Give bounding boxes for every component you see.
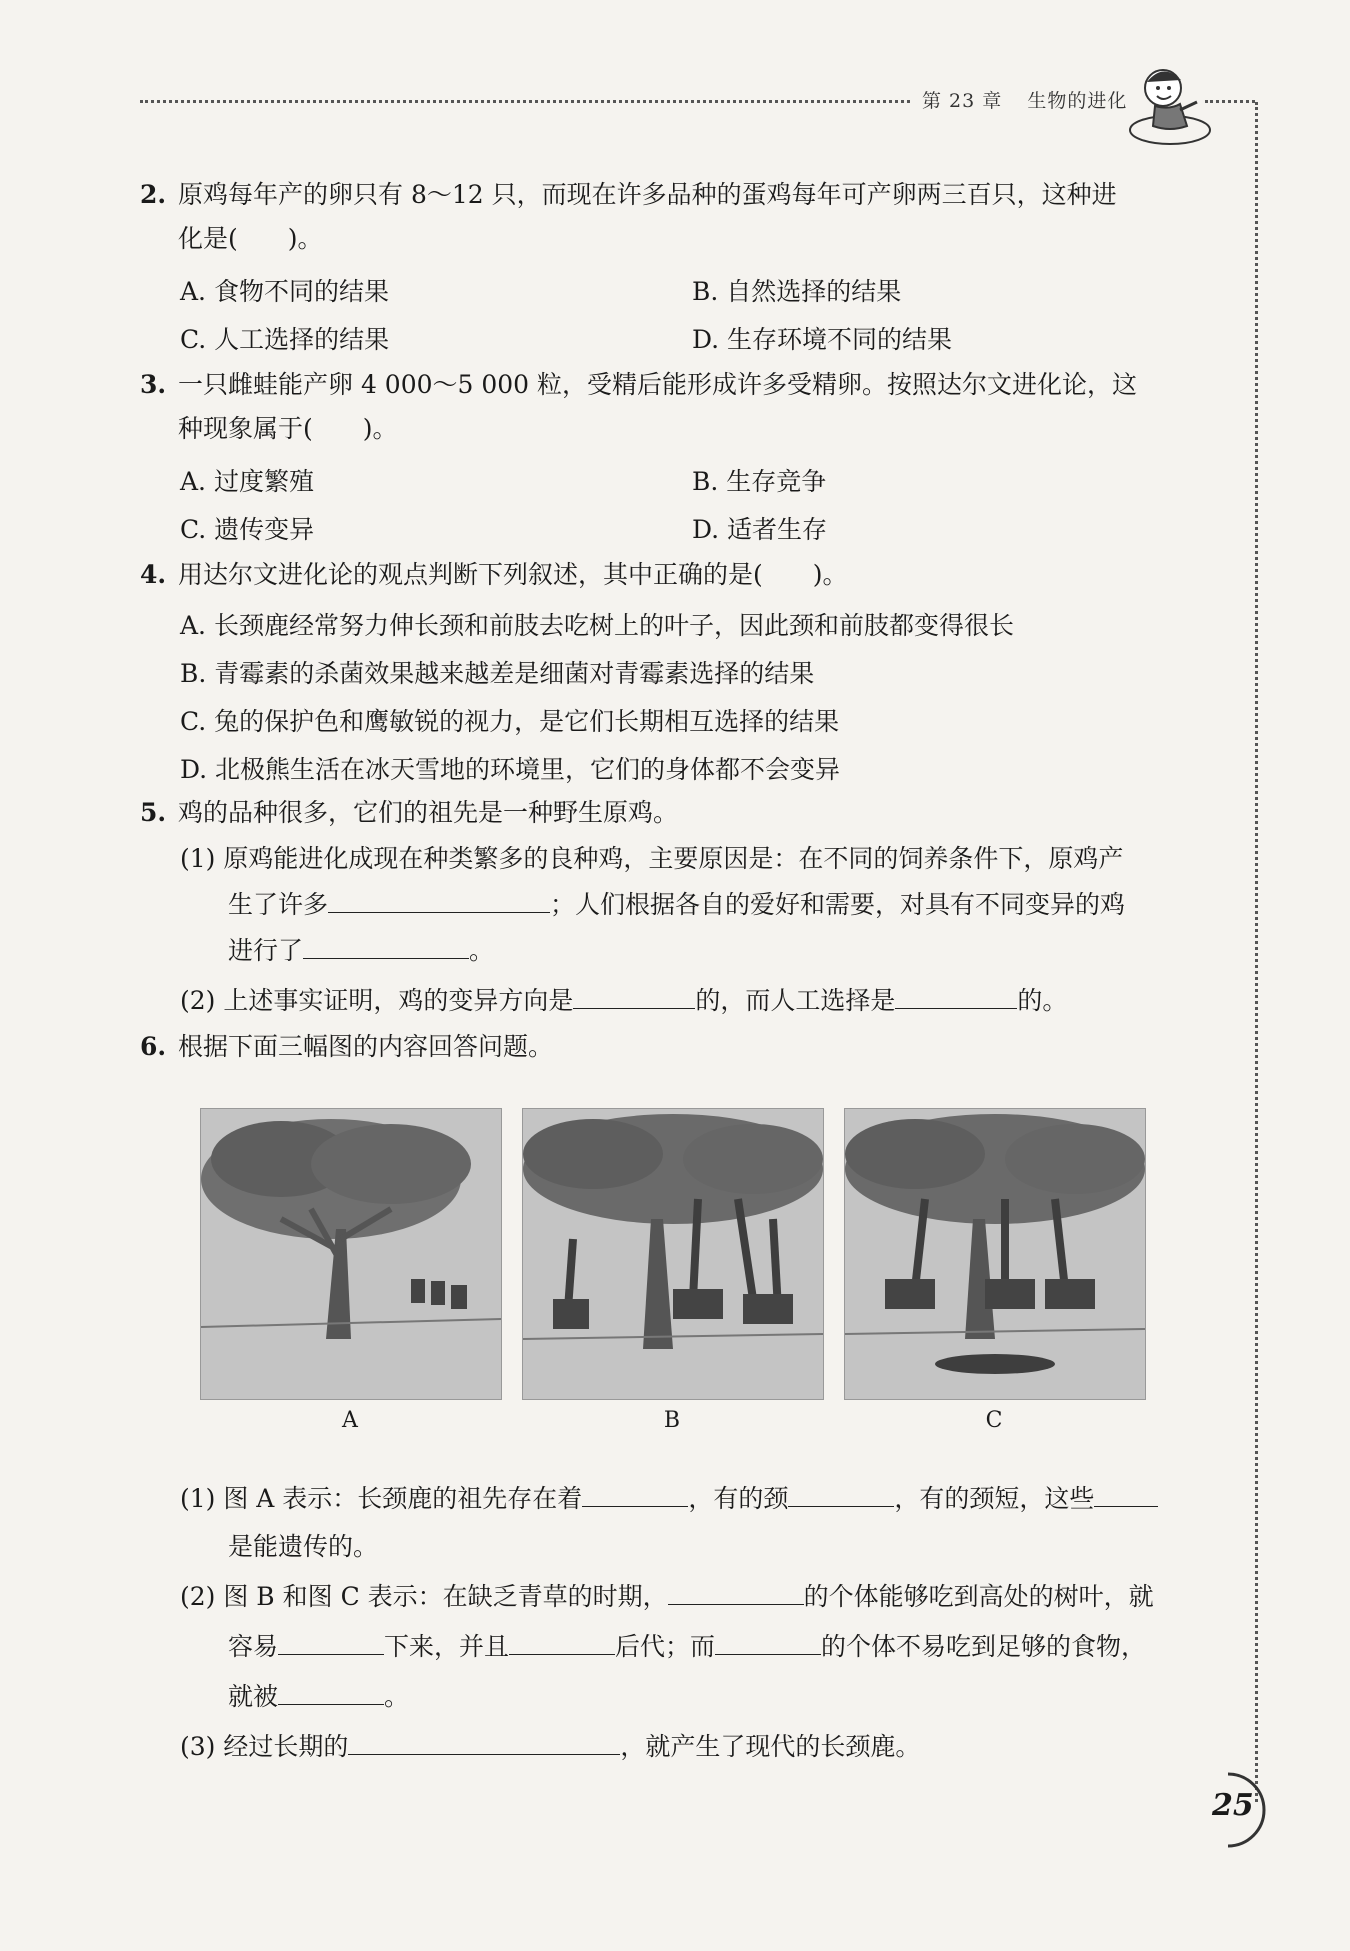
text: 生了许多 [228,890,329,919]
giraffe-figures [200,1108,1135,1433]
question-number: 3. [140,370,167,399]
option-d: D. 北极熊生活在冰天雪地的环境里，它们的身体都不会变异 [180,755,841,784]
question-4 [140,552,848,598]
tree-giraffe-illustration-icon [201,1109,501,1399]
question-text: 用达尔文进化论的观点判断下列叙述，其中正确的是( )。 [178,560,848,589]
question-text: 原鸡每年产的卵只有 8～12 只，而现在许多品种的蛋鸡每年可产卵两三百只，这种进 [178,180,1117,209]
text: 。 [469,936,495,965]
q6-sub2-line1 [180,1574,1154,1620]
question-text: 根据下面三幅图的内容回答问题。 [178,1032,554,1061]
option-a: A. 食物不同的结果 [180,277,389,306]
answer-blank[interactable] [278,1676,384,1705]
tree-giraffe-illustration-icon [523,1109,823,1399]
text: 进行了 [228,936,304,965]
option-b: B. 自然选择的结果 [692,277,902,306]
tree-giraffe-illustration-icon [845,1109,1145,1399]
option-d: D. 适者生存 [692,515,828,544]
answer-blank[interactable] [895,980,1017,1009]
option-c: C. 兔的保护色和鹰敏锐的视力，是它们长期相互选择的结果 [180,707,840,736]
question-2-line2: 化是( )。 [178,224,323,253]
page-number: 25 [1212,1788,1254,1823]
text: 的个体能够吃到高处的树叶，就 [803,1582,1154,1611]
answer-blank[interactable] [668,1576,804,1605]
question-5 [140,790,678,836]
answer-blank[interactable] [582,1478,688,1507]
q6-sub2-line2 [228,1624,1146,1670]
figure-label-c: C [985,1408,1003,1433]
option-c: C. 遗传变异 [180,515,315,544]
answer-blank[interactable] [348,1726,620,1755]
page-number-badge [1198,1770,1278,1850]
answer-blank[interactable] [573,980,695,1009]
figure-c [844,1108,1146,1400]
option-a: A. 过度繁殖 [180,467,314,496]
question-number: 6. [140,1032,167,1061]
text: ，有的颈短，这些 [894,1484,1095,1513]
option-b: B. 青霉素的杀菌效果越来越差是细菌对青霉素选择的结果 [180,659,815,688]
answer-blank[interactable] [1094,1478,1158,1507]
question-number: 5. [140,798,167,827]
text: ，有的颈 [688,1484,789,1513]
text: (2) 图 B 和图 C 表示：在缺乏青草的时期， [180,1582,668,1611]
text: (1) 图 A 表示：长颈鹿的祖先存在着 [180,1484,583,1513]
question-6 [140,1024,553,1070]
question-number: 4. [140,560,167,589]
side-dotted-line [1255,102,1258,1802]
chapter-number: 第 23 章 [922,90,1003,112]
question-2 [140,172,1117,218]
q6-sub2-line3 [228,1674,409,1720]
answer-blank[interactable] [328,884,550,913]
option-a: A. 长颈鹿经常努力伸长颈和前肢去吃树上的叶子，因此颈和前肢都变得很长 [180,611,1014,640]
answer-blank[interactable] [788,1478,894,1507]
figure-label-a: A [342,1408,358,1433]
question-3-line2: 种现象属于( )。 [178,414,398,443]
figure-a [200,1108,502,1400]
figure-label-b: B [663,1408,681,1433]
text: 的，而人工选择是 [695,986,896,1015]
text: 的。 [1017,986,1068,1015]
figure-b [522,1108,824,1400]
option-d: D. 生存环境不同的结果 [692,325,953,354]
q6-sub1-line1 [180,1476,1158,1522]
answer-blank[interactable] [278,1626,384,1655]
q5-sub2 [180,978,1067,1024]
text: (3) 经过长期的 [180,1732,349,1761]
option-b: B. 生存竞争 [692,467,827,496]
text: 就被 [228,1682,279,1711]
chapter-title: 生物的进化 [1027,90,1128,112]
header-dotted-line [140,100,910,103]
text: 下来，并且 [384,1632,510,1661]
question-text: 一只雌蛙能产卵 4 000～5 000 粒，受精后能形成许多受精卵。按照达尔文进化论，这 [178,370,1138,399]
answer-blank[interactable] [715,1626,821,1655]
text: 后代；而 [615,1632,716,1661]
q5-sub1-line2 [228,882,1125,928]
question-number: 2. [140,180,167,209]
question-3 [140,362,1137,408]
text: ；人们根据各自的爱好和需要，对具有不同变异的鸡 [550,890,1126,919]
text: 的个体不易吃到足够的食物， [821,1632,1147,1661]
question-text: 鸡的品种很多，它们的祖先是一种野生原鸡。 [178,798,679,827]
q6-sub3 [180,1724,920,1770]
text: ，就产生了现代的长颈鹿。 [620,1732,921,1761]
text: 。 [384,1682,410,1711]
q6-sub1-line2: 是能遗传的。 [228,1532,379,1561]
running-header [922,86,1145,113]
text: (2) 上述事实证明，鸡的变异方向是 [180,986,574,1015]
cartoon-boy-mascot-icon [1125,58,1215,148]
answer-blank[interactable] [303,930,469,959]
text: 容易 [228,1632,279,1661]
q5-sub1-line1: (1) 原鸡能进化成现在种类繁多的良种鸡，主要原因是：在不同的饲养条件下，原鸡产 [180,844,1124,873]
q5-sub1-line3 [228,928,494,974]
option-c: C. 人工选择的结果 [180,325,390,354]
answer-blank[interactable] [509,1626,615,1655]
